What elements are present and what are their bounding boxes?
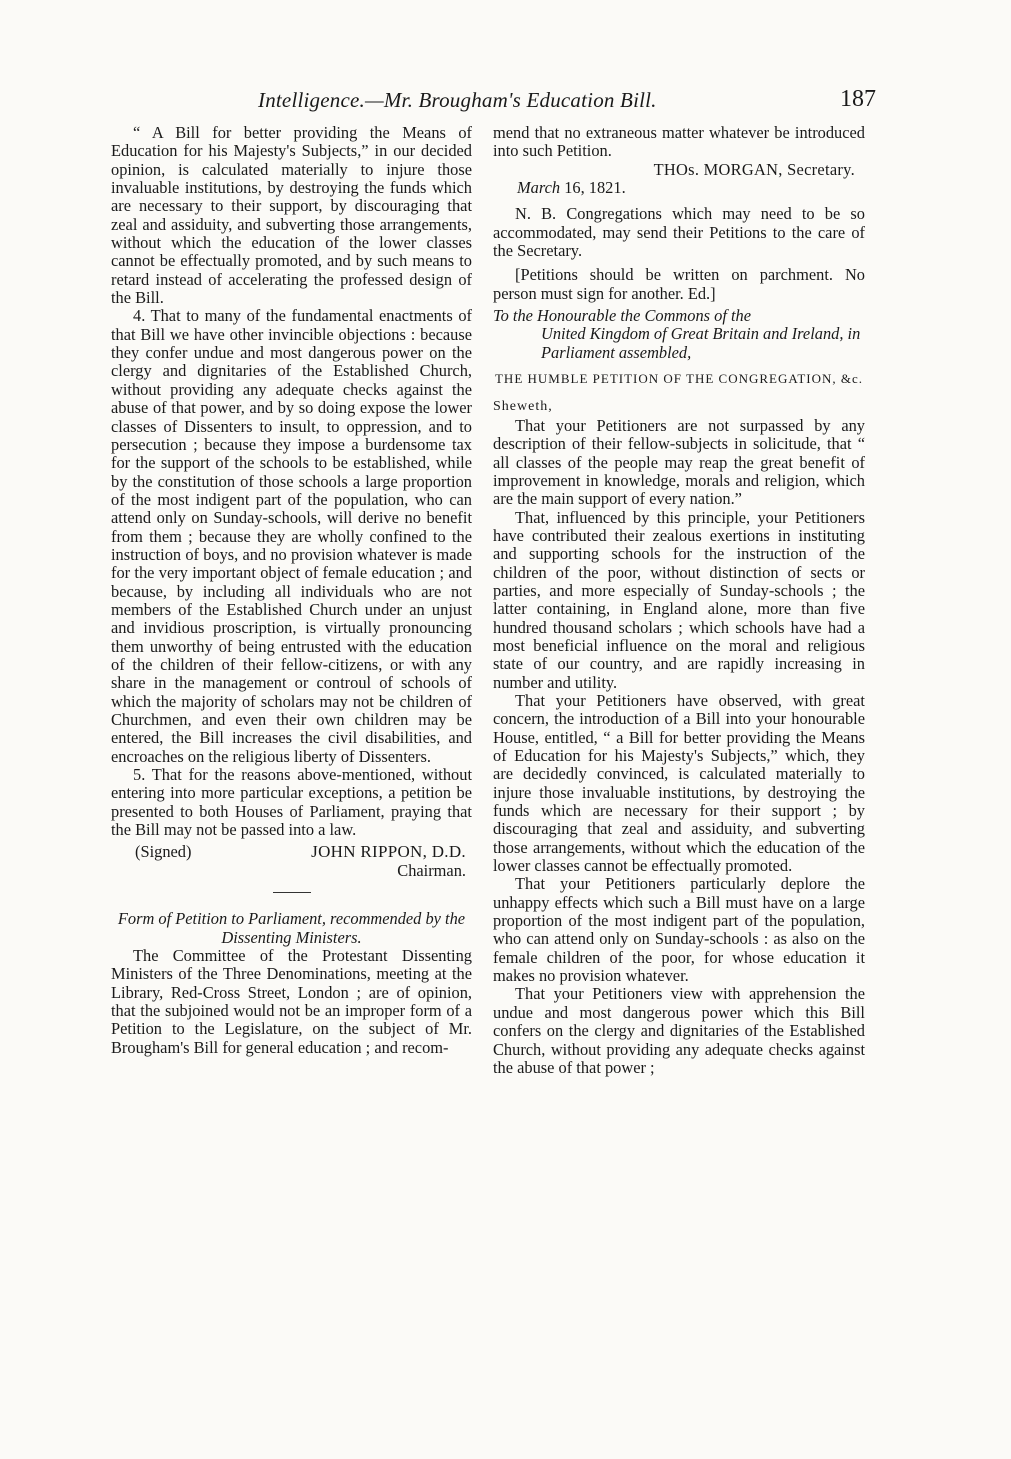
date-line bbox=[493, 179, 865, 197]
right-column bbox=[493, 124, 865, 1077]
signed-label: (Signed) bbox=[135, 842, 192, 862]
petition-heading: THE HUMBLE PETITION OF THE CONGREGATION, &c. bbox=[494, 371, 863, 387]
resolution-4-paragraph: 4. That to many of the fundamental enactments of that Bill we have other invincible objections : because they confer undue and most dangerous power on the clergy and dignitaries of the Established Church, without providing any adequate checks against the abuse of that power, and by so doing expose the lower classes of Dissenters to insult, to oppression, and to persecution ; because they impose a burdensome tax for the support of the schools to be established, while by the constitution of those schools a large proportion of the most indigent part of the population, who can attend only on Sunday-schools, will derive no benefit from them ; because they are wholly confined to the instruction of boys, and no provision whatever is made for the very important object of female education ; and because, by including all individuals who are not members of the Established Church under an unjust and invidious proscription, is virtually pronouncing them unworthy of being entrusted with the education of the children of their fellow-citizens, or with any share in the management or controul of schools of which the majority of scholars may not be children of Churchmen, and even their own children may be entered, the Bill increases the civil disabilities, and encroaches on the religious liberty of Dissenters. bbox=[111, 306, 472, 766]
date-month: March bbox=[517, 178, 561, 198]
petition-paragraph-2: That, influenced by this principle, your Petitioners have contributed their zealous exertions in instituting and supporting schools for the instruction of the children of the poor, without distinction of sects or parties, and more especially of Sunday-schools ; the latter containing, in England alone, more than five hundred thousand scholars ; which schools have had a most beneficial influence on the moral and religious state of our country, and are rapidly increasing in number and utility. bbox=[493, 507, 865, 692]
address-line-1: To the Honourable the Commons of the bbox=[493, 306, 751, 326]
section-divider bbox=[273, 892, 311, 893]
sheweth-label: Sheweth, bbox=[493, 399, 553, 415]
address-line-2: United Kingdom of Great Britain and Ireland, in Parliament assembled, bbox=[541, 324, 861, 362]
petition-paragraph-3: That your Petitioners have observed, with great concern, the introduction of a Bill into your honourable House, entitled, “ a Bill for better providing the Means of Education for his Majesty's Subjects,” which, they are decidedly convinced, is calculated materially to injure those invaluable institutions, by destroying the funds which are necessary for their support ; by discouraging that zeal and assiduity, and subverting those arrangements, without which the education of the lower classes cannot be effectually promoted. bbox=[493, 690, 865, 876]
left-column bbox=[111, 124, 472, 1057]
petition-paragraph-1: That your Petitioners are not surpassed by any description of their fellow-subjects in solicitude, that “ all classes of the people may reap the great benefit of improvement in knowledge, morals and religion, which are the main support of every nation.” bbox=[493, 415, 865, 509]
resolution-quote-paragraph: “ A Bill for better providing the Means of Education for his Majesty's Subjects,” in our decided opinion, is calculated materially to injure those invaluable institutions, by destroying the funds which are necessary to their support, by discouraging that zeal and assiduity, and subverting those arrangements, without which the education of the lower classes cannot be effectually promoted, and by such means to retard instead of accelerating the professed design of the Bill. bbox=[111, 123, 472, 308]
editor-note: [Petitions should be written on parchment. No person must sign for another. Ed.] bbox=[493, 265, 865, 303]
committee-paragraph: The Committee of the Protestant Dissenting Ministers of the Three Denominations, meeting at the Library, Red-Cross Street, London ; are of opinion, that the subjoined would not be an improper form of a Petition to the Legislature, on the subject of Mr. Brougham's Bill for general education ; and recom- bbox=[111, 946, 472, 1057]
signatory-name: JOHN RIPPON, D.D. bbox=[311, 842, 466, 862]
continuation-paragraph: mend that no extraneous matter whatever be introduced into such Petition. bbox=[493, 123, 865, 161]
page-header bbox=[96, 84, 876, 120]
running-title: Intelligence.—Mr. Brougham's Education Bill. bbox=[258, 88, 657, 112]
secretary-signature: THOs. MORGAN, Secretary. bbox=[653, 159, 855, 179]
petition-paragraph-4: That your Petitioners particularly deplore the unhappy effects which such a Bill must have on a large proportion of the most indigent part of the population, who can attend only on Sunday-schools : as also on the female children of the poor, for whose education it makes no provision whatever. bbox=[493, 874, 865, 986]
date-day-year: 16, 1821. bbox=[564, 178, 626, 198]
page-number: 187 bbox=[840, 86, 876, 112]
petition-paragraph-5: That your Petitioners view with apprehension the undue and most dangerous power which this Bill confers on the clergy and dignitaries of the Established Church, without providing any adequate checks against the abuse of that power ; bbox=[493, 984, 865, 1077]
petition-address bbox=[493, 307, 865, 362]
signature-line bbox=[111, 843, 472, 861]
resolution-5-paragraph: 5. That for the reasons above-mentioned, without entering into more particular exceptions, a petition be presented to both Houses of Parliament, praying that the Bill may not be passed into a law. bbox=[111, 765, 472, 840]
form-heading: Form of Petition to Parliament, recommended by the Dissenting Ministers. bbox=[117, 909, 466, 948]
signatory-title: Chairman. bbox=[397, 860, 466, 880]
nb-paragraph: N. B. Congregations which may need to be so accommodated, may send their Petitions to the care of the Secretary. bbox=[493, 204, 865, 261]
